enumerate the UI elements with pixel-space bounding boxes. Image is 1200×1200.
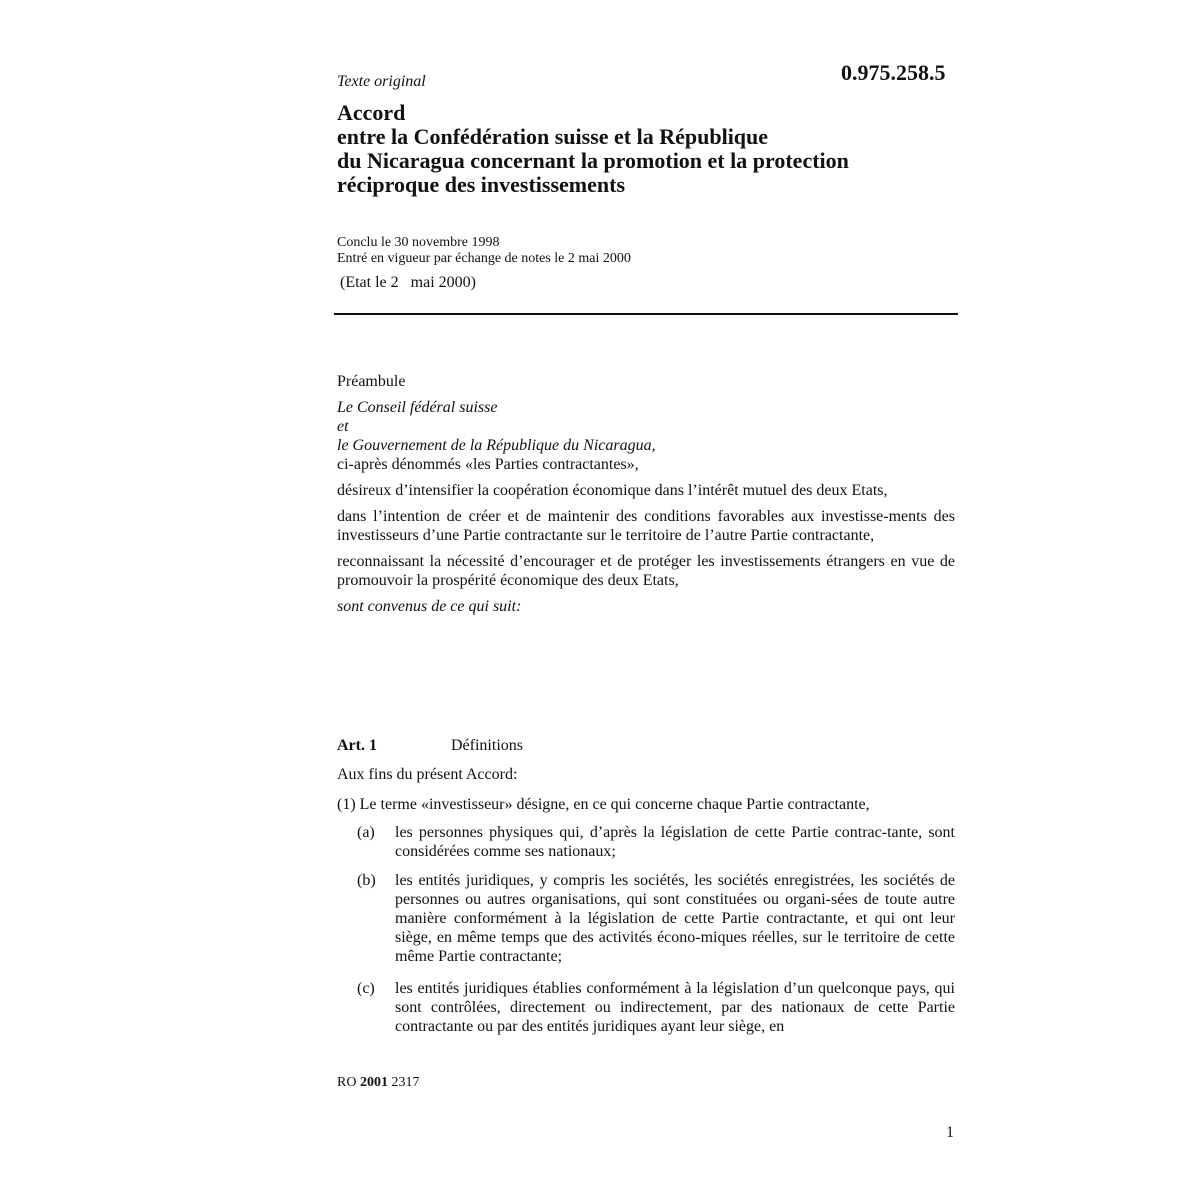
- preamble-para-1: désireux d’intensifier la coopération économique dans l’intérêt mutuel des deux Etats,: [337, 482, 888, 499]
- article-label: Art. 1: [337, 737, 377, 754]
- list-item-c: [357, 979, 955, 1036]
- document-title: [337, 101, 977, 197]
- party-2: le Gouvernement de la République du Nicaragua,: [337, 437, 656, 454]
- ro-year: 2001: [359, 1075, 388, 1090]
- ro-prefix: RO: [337, 1075, 357, 1090]
- header-divider: [334, 313, 958, 315]
- item-text: les entités juridiques, y compris les sociétés, les sociétés enregistrées, les sociétés de personnes ou autres organisations, qui sont constituées ou organi-sées de toute autre manière conformément à la législation de cette Partie contractante, et qui ont leur siège, en même temps que des activités écono-miques réelles, sur le territoire de cette même Partie contractante;: [395, 872, 955, 965]
- article-1-heading: [337, 737, 523, 755]
- title-line-1: Accord: [337, 100, 406, 125]
- item-label: (b): [357, 872, 376, 889]
- title-line-2: entre la Confédération suisse et la République: [337, 124, 769, 149]
- conjunction: et: [337, 418, 349, 435]
- article-title: Définitions: [451, 737, 523, 754]
- title-line-3: du Nicaragua concernant la promotion et la protection: [337, 148, 849, 173]
- item-label: (c): [357, 980, 375, 997]
- item-text: les personnes physiques qui, d’après la législation de cette Partie contrac-tante, sont considérées comme ses nationaux;: [395, 824, 955, 860]
- item-text: les entités juridiques établies conformément à la législation d’un quelconque pays, qui sont contrôlées, directement ou indirectement, par des nationaux de cette Partie contractante ou par des entités juridiques ayant leur siège, en: [395, 980, 955, 1035]
- agreed-clause: sont convenus de ce qui suit:: [337, 598, 522, 615]
- date-info: [337, 235, 631, 267]
- article-intro: Aux fins du présent Accord:: [337, 766, 518, 783]
- parties-definition: ci-après dénommés «les Parties contractantes»,: [337, 456, 639, 473]
- preamble-para-3: reconnaissant la nécessité d’encourager et de protéger les investissements étrangers en vue de promouvoir la prospérité économique des deux Etats,: [337, 553, 955, 589]
- concluded-date: Conclu le 30 novembre 1998: [337, 235, 500, 250]
- party-1: Le Conseil fédéral suisse: [337, 399, 498, 416]
- title-line-4: réciproque des investissements: [337, 172, 626, 197]
- state-date: (Etat le 2 mai 2000): [340, 274, 476, 291]
- item-label: (a): [357, 824, 375, 841]
- in-force-date: Entré en vigueur par échange de notes le 2 mai 2000: [337, 251, 631, 266]
- preamble-para-2: dans l’intention de créer et de maintenir des conditions favorables aux investisse-ments des investisseurs d’une Partie contractante sur le territoire de l’autre Partie contractante,: [337, 508, 955, 544]
- preamble-heading: Préambule: [337, 373, 406, 390]
- clause-1: (1) Le terme «investisseur» désigne, en ce qui concerne chaque Partie contractante,: [337, 796, 870, 813]
- list-item-b: [357, 871, 955, 966]
- page-number: 1: [946, 1124, 954, 1141]
- sr-number: 0.975.258.5: [841, 60, 946, 85]
- original-text-label: Texte original: [337, 73, 426, 90]
- ro-page: 2317: [391, 1075, 420, 1090]
- preamble: [337, 372, 955, 616]
- list-item-a: [357, 823, 955, 861]
- official-compilation-ref: [337, 1075, 419, 1091]
